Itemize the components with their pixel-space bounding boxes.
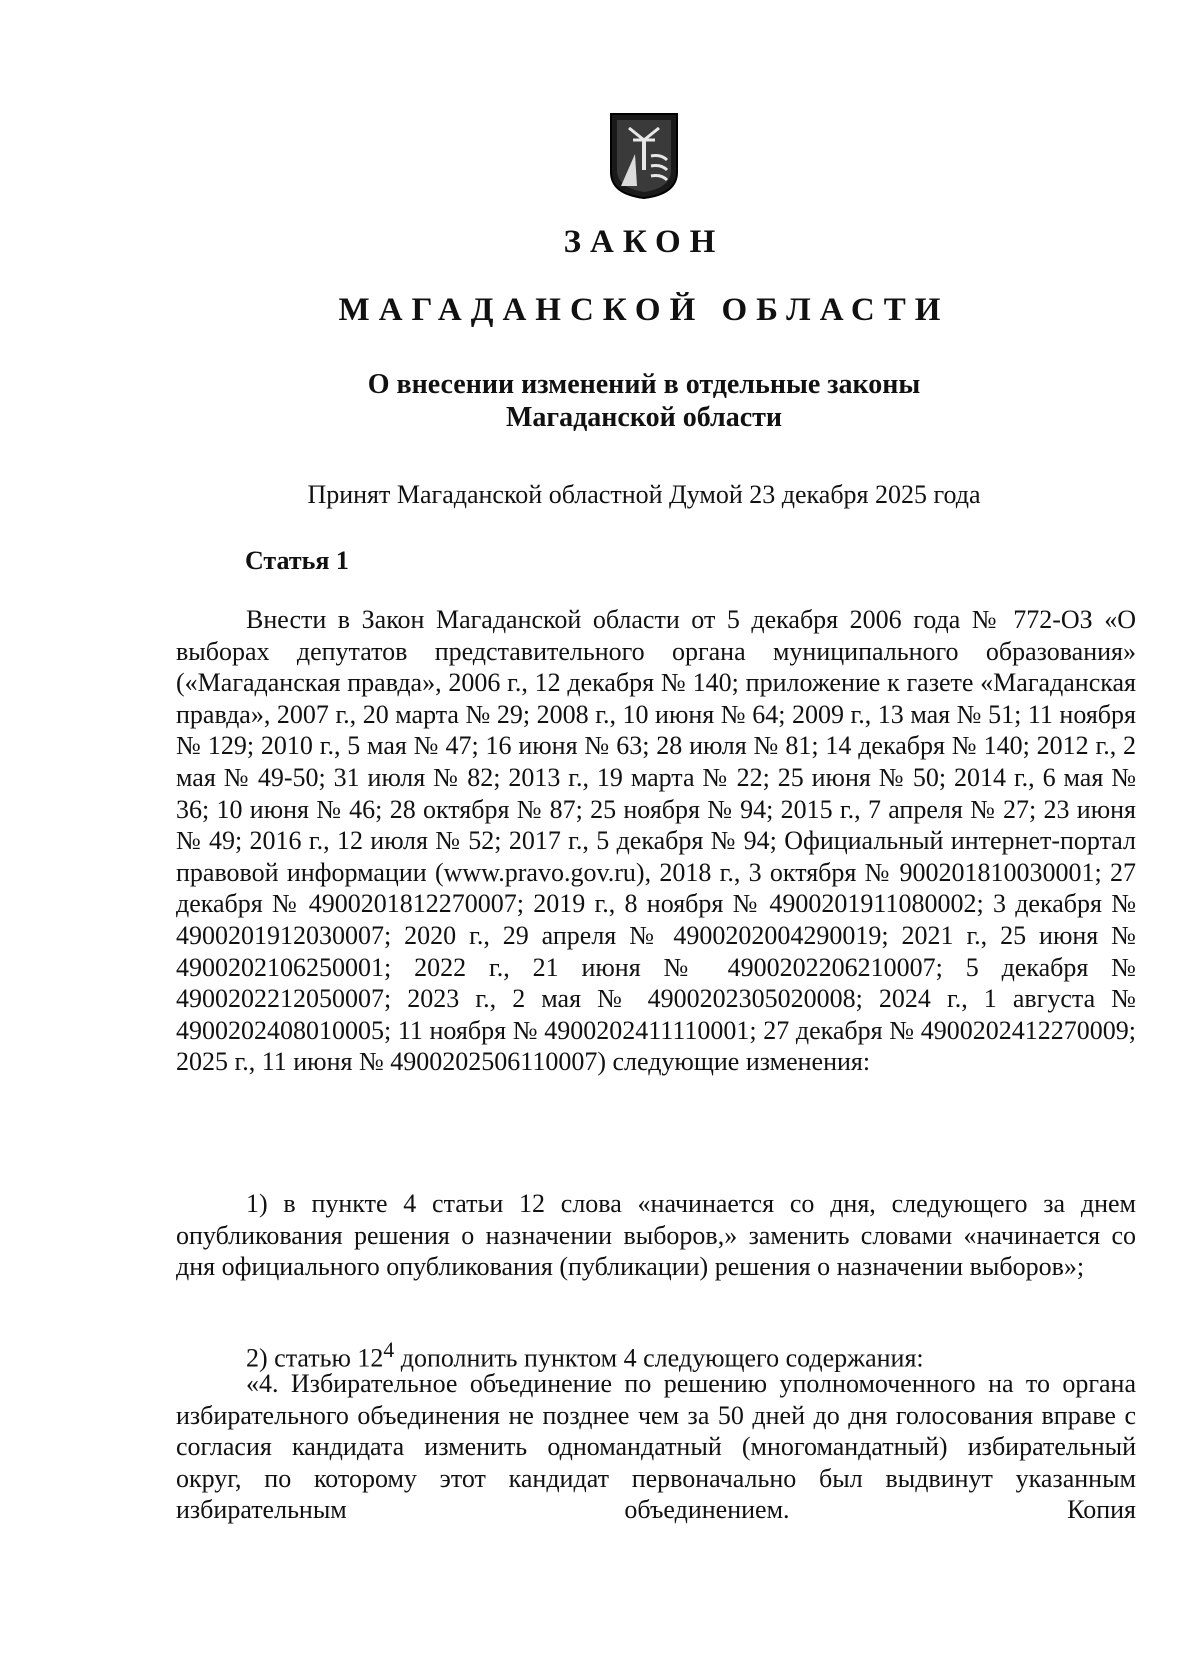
amendment-item-2-quote (176, 1368, 1136, 1526)
region-title: МАГАДАНСКОЙ ОБЛАСТИ (338, 292, 950, 328)
item-2-quote-text: «4. Избирательное объединение по решению уполномоченного на то органа избирательного объединения не позднее чем за 50 дней до дня голосования вправе с согласия кандидата изменить одномандатный (многомандатный) избирательный округ, по которому этот кандидат первоначально был выдвинут указанным избирательным объединением. Копия (176, 1369, 1136, 1525)
law-subject-title (0, 368, 1200, 434)
item-2-superscript: 4 (383, 1338, 395, 1362)
subtitle-line-2: Магаданской области (505, 402, 783, 433)
coat-of-arms-icon (607, 110, 681, 200)
subtitle-line-1: О внесении изменений в отдельные законы (367, 369, 921, 400)
adoption-note: Принят Магаданской областной Думой 23 декабря 2025 года (307, 480, 981, 509)
item-1-text: 1) в пункте 4 статьи 12 слова «начинается со дня, следующего за днем опубликования решения о назначении выборов,» заменить словами «начинается со дня официального опубликования (публикации) решения о назначении выборов»; (176, 1189, 1136, 1282)
intro-text: Внести в Закон Магаданской области от 5 декабря 2006 года № 772-ОЗ «О выборах депутатов представительного органа муниципального образования» («Магаданская правда», 2006 г., 12 декабря № 140; приложение к газете «Магаданская правда», 2007 г., 20 марта № 29; 2008 г., 10 июня № 64; 2009 г., 13 мая № 51; 11 ноября № 129; 2010 г., 5 мая № 47; 16 июня № 63; 28 июля № 81; 14 декабря № 140; 2012 г., 2 мая № 49-50; 31 июля № 82; 2013 г., 19 марта № 22; 25 июня № 50; 2014 г., 6 мая № 36; 10 июня № 46; 28 октября № 87; 25 ноября № 94; 2015 г., 7 апреля № 27; 23 июня № 49; 2016 г., 12 июля № 52; 2017 г., 5 декабря № 94; Официальный интернет-портал правовой информации (www.pravo.gov.ru), 2018 г., 3 октября № 900201810030001; 27 декабря № 4900201812270007; 2019 г., 8 ноября № 4900201911080002; 3 декабря № 4900201912030007; 2020 г., 29 апреля № 4900202004290019; 2021 г., 25 июня № 4900202106250001; 2022 г., 21 июня № 4900202206210007; 5 декабря № 4900202212050007; 2023 г., 2 мая № 4900202305020008; 2024 г., 1 августа № 4900202408010005; 11 ноября № 4900202411110001; 27 декабря № 4900202412270009; 2025 г., 11 июня № 4900202506110007) следующие изменения: (176, 605, 1136, 1077)
item-2-rest: дополнить пунктом 4 следующего содержания: (394, 1343, 924, 1373)
amendment-item-1 (176, 1188, 1136, 1283)
article-heading: Статья 1 (245, 546, 349, 575)
document-type-title: ЗАКОН (563, 224, 725, 260)
article-intro-paragraph (176, 604, 1136, 1078)
item-2-lead: 2) статью 12 (246, 1343, 384, 1373)
